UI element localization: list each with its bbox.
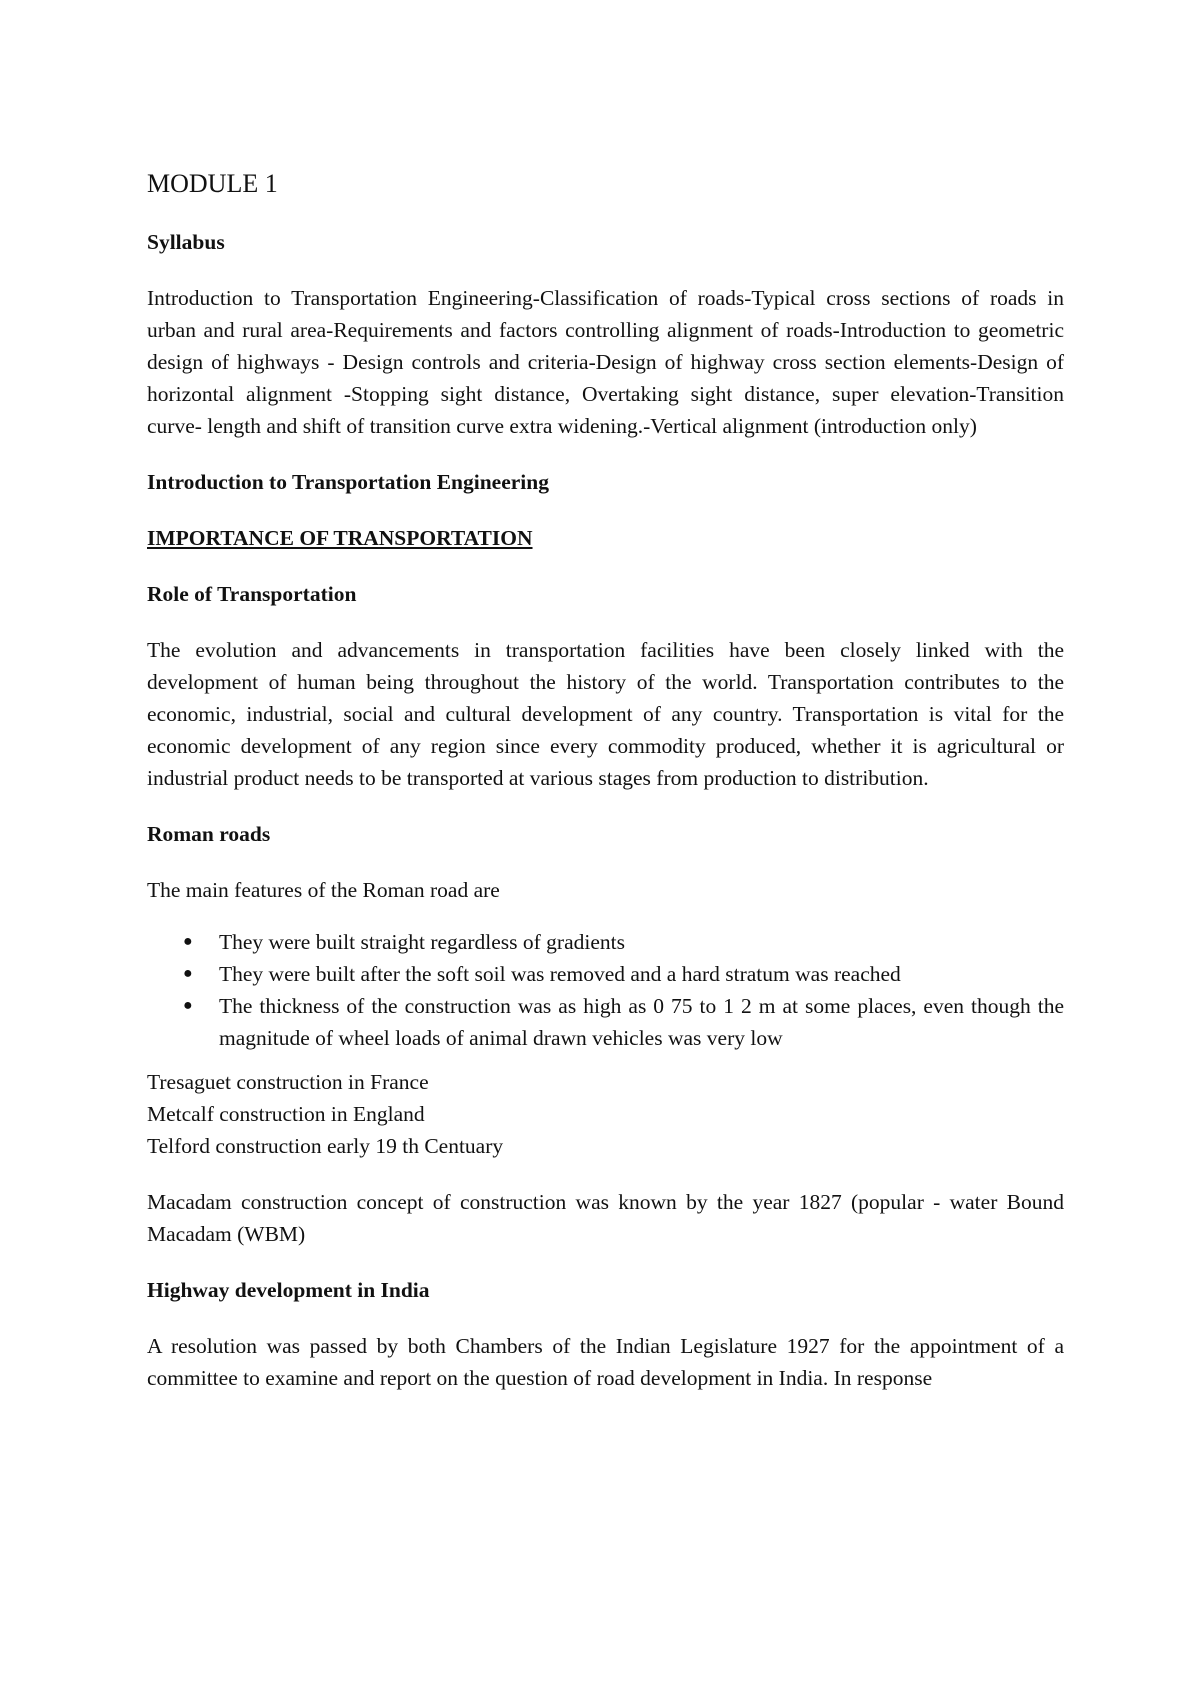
bullet-icon: ● bbox=[183, 933, 193, 950]
highway-development-text: A resolution was passed by both Chambers of the Indian Legislature 1927 for the appointment of a committee to examine and report on the question of road development in India. In response bbox=[147, 1334, 1064, 1390]
module-title: MODULE 1 bbox=[147, 169, 278, 198]
roman-roads-heading: Roman roads bbox=[147, 822, 271, 846]
list-item-text: The thickness of the construction was as high as 0 75 to 1 2 m at some places, even though the magnitude of wheel loads of animal drawn vehicles was very low bbox=[219, 994, 1064, 1050]
bullet-icon: ● bbox=[183, 997, 193, 1014]
bullet-icon: ● bbox=[183, 965, 193, 982]
construction-line: Metcalf construction in England bbox=[147, 1102, 425, 1126]
roman-roads-feature-list bbox=[147, 926, 1064, 1054]
document-page bbox=[147, 168, 1064, 1418]
role-heading: Role of Transportation bbox=[147, 582, 357, 606]
list-item-text: They were built after the soft soil was removed and a hard stratum was reached bbox=[219, 962, 901, 986]
syllabus-text: Introduction to Transportation Engineering-Classification of roads-Typical cross sections of roads in urban and rural area-Requirements and factors controlling alignment of roads-Introduction to geometric design of highways - Design controls and criteria-Design of highway cross section elements-Design of horizontal alignment -Stopping sight distance, Overtaking sight distance, super elevation-Transition curve- length and shift of transition curve extra widening.-Vertical alignment (introduction only) bbox=[147, 286, 1064, 438]
list-item bbox=[183, 926, 1064, 958]
syllabus-heading: Syllabus bbox=[147, 230, 225, 254]
list-item-text: They were built straight regardless of gradients bbox=[219, 930, 625, 954]
construction-line: Tresaguet construction in France bbox=[147, 1070, 429, 1094]
construction-list bbox=[147, 1066, 1064, 1162]
intro-heading: Introduction to Transportation Engineering bbox=[147, 470, 549, 494]
macadam-text: Macadam construction concept of construction was known by the year 1827 (popular - water Bound Macadam (WBM) bbox=[147, 1190, 1064, 1246]
construction-line: Telford construction early 19 th Centuary bbox=[147, 1134, 504, 1158]
list-item bbox=[183, 990, 1064, 1054]
highway-development-heading: Highway development in India bbox=[147, 1278, 430, 1302]
roman-roads-intro: The main features of the Roman road are bbox=[147, 878, 500, 902]
list-item bbox=[183, 958, 1064, 990]
role-text: The evolution and advancements in transportation facilities have been closely linked with the development of human being throughout the history of the world. Transportation contributes to the economic, industrial, social and cultural development of any country. Transportation is vital for the economic development of any region since every commodity produced, whether it is agricultural or industrial product needs to be transported at various stages from production to distribution. bbox=[147, 638, 1064, 790]
importance-heading: IMPORTANCE OF TRANSPORTATION bbox=[147, 526, 533, 550]
